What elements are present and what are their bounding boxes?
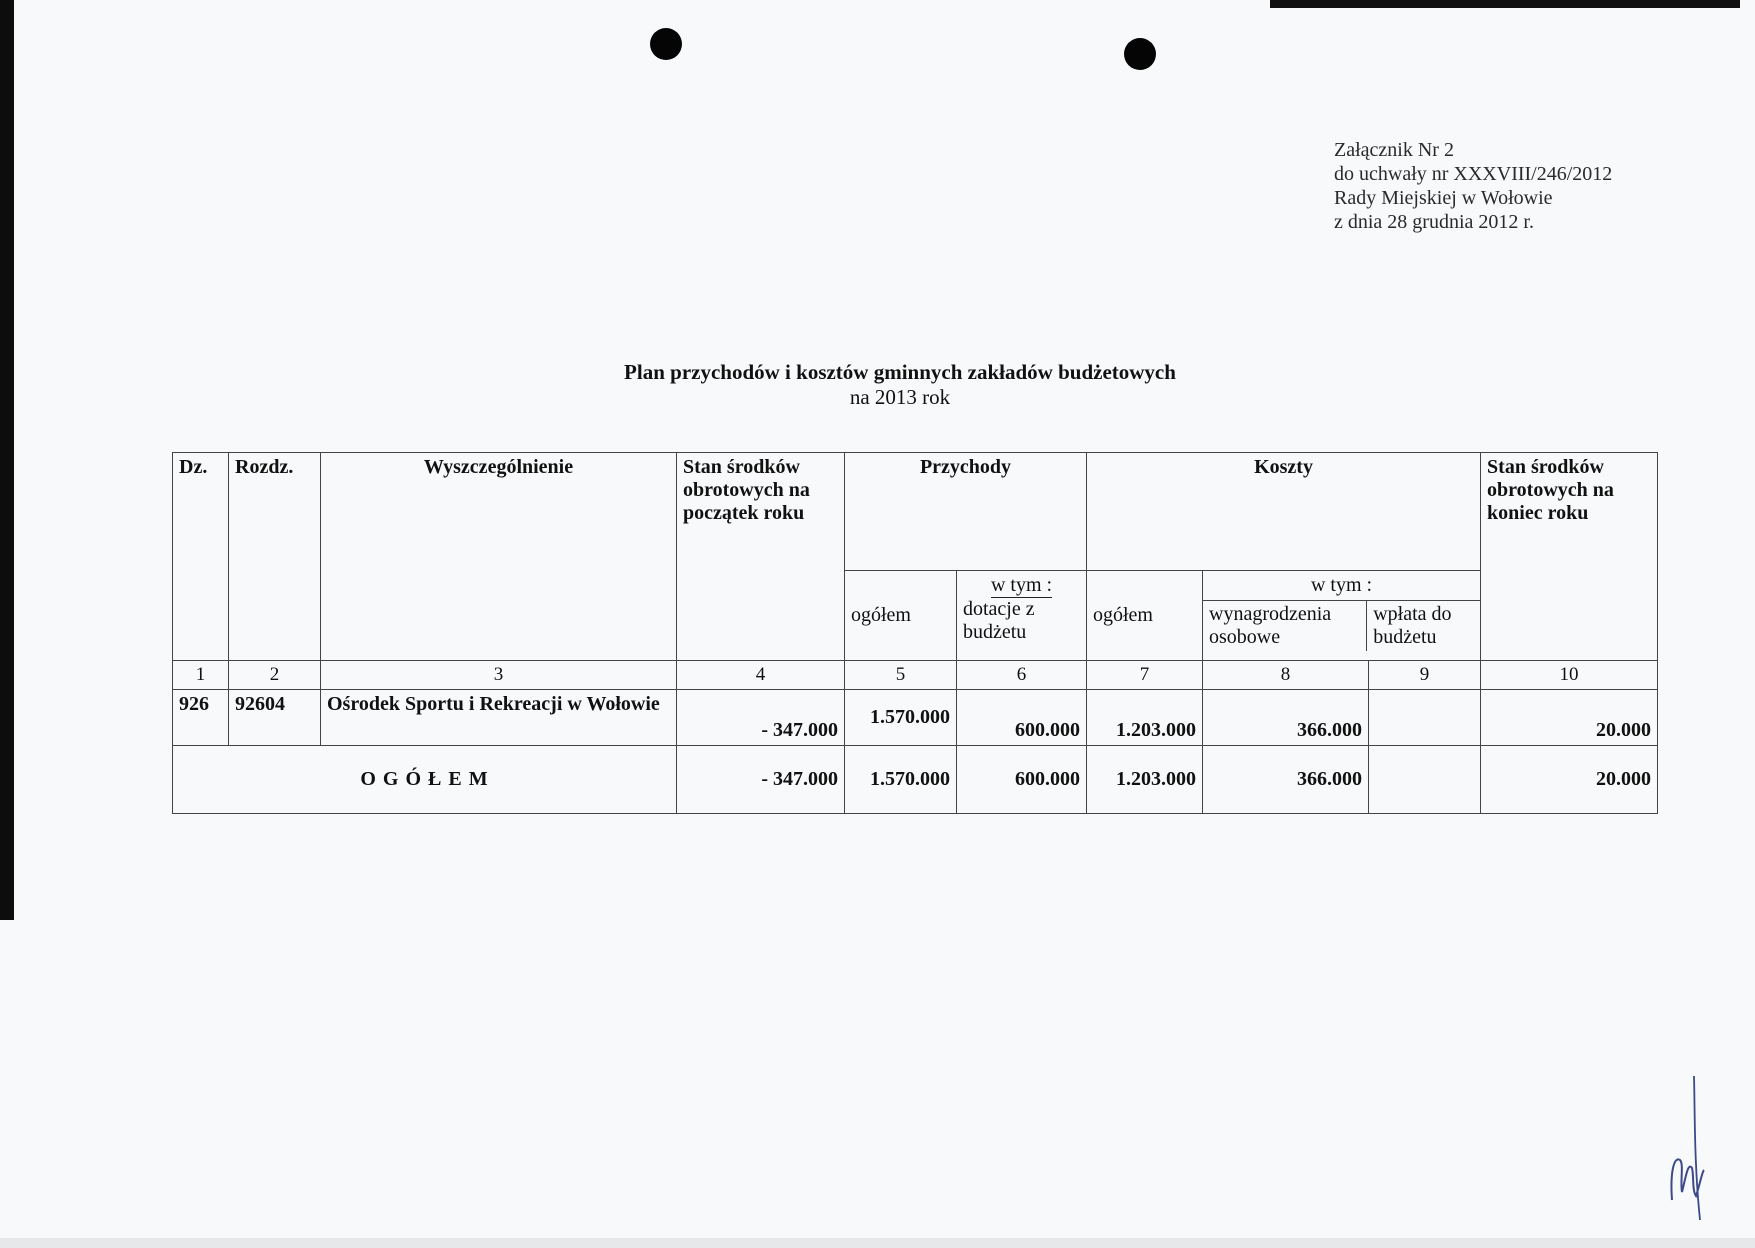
document-title bbox=[520, 360, 1280, 410]
attachment-note bbox=[1334, 138, 1612, 234]
header-dotacje-cell bbox=[957, 571, 1087, 661]
header-wyszczegolnienie: Wyszczególnienie bbox=[321, 453, 677, 661]
header-wplata: wpłata do budżetu bbox=[1373, 603, 1452, 648]
header-stan-poczatek: Stan środków obrotowych na początek roku bbox=[677, 453, 845, 661]
total-row bbox=[173, 746, 1658, 814]
column-number: 1 bbox=[173, 661, 229, 690]
budget-plan-table bbox=[172, 452, 1658, 814]
column-number: 7 bbox=[1087, 661, 1203, 690]
header-stan-koniec: Stan środków obrotowych na koniec roku bbox=[1481, 453, 1658, 661]
scan-edge-bottom bbox=[0, 1238, 1755, 1248]
row-dz: 926 bbox=[173, 690, 229, 746]
punch-hole-left bbox=[650, 28, 682, 60]
scan-edge-top bbox=[1270, 0, 1740, 8]
row-dotacje: 600.000 bbox=[957, 690, 1087, 746]
attachment-resolution: do uchwały nr XXXVIII/246/2012 bbox=[1334, 163, 1613, 185]
attachment-date: z dnia 28 grudnia 2012 r. bbox=[1334, 211, 1534, 233]
column-number: 10 bbox=[1481, 661, 1658, 690]
row-przychody-ogolem: 1.570.000 bbox=[845, 690, 957, 746]
row-stan-koniec: 20.000 bbox=[1481, 690, 1658, 746]
total-stan-koniec: 20.000 bbox=[1481, 746, 1658, 814]
table-row bbox=[173, 690, 1658, 746]
header-przychody-ogolem: ogółem bbox=[845, 571, 957, 661]
row-wynagrodzenia: 366.000 bbox=[1203, 690, 1369, 746]
total-dotacje: 600.000 bbox=[957, 746, 1087, 814]
punch-hole-right bbox=[1124, 38, 1156, 70]
column-number: 8 bbox=[1203, 661, 1369, 690]
column-number: 3 bbox=[321, 661, 677, 690]
row-wplata bbox=[1369, 690, 1481, 746]
column-numbers-row bbox=[173, 661, 1658, 690]
total-przychody-ogolem: 1.570.000 bbox=[845, 746, 957, 814]
header-rozdz: Rozdz. bbox=[229, 453, 321, 661]
column-number: 4 bbox=[677, 661, 845, 690]
row-koszty-ogolem: 1.203.000 bbox=[1087, 690, 1203, 746]
attachment-council: Rady Miejskiej w Wołowie bbox=[1334, 187, 1553, 209]
signature-mark bbox=[1668, 1072, 1712, 1222]
attachment-number: Załącznik Nr 2 bbox=[1334, 139, 1454, 161]
header-wynagrodzenia: wynagrodzenia osobowe bbox=[1203, 601, 1367, 651]
row-stan-poczatek: - 347.000 bbox=[677, 690, 845, 746]
header-dz: Dz. bbox=[173, 453, 229, 661]
header-koszty: Koszty bbox=[1087, 453, 1481, 571]
header-koszty-ogolem: ogółem bbox=[1087, 571, 1203, 661]
total-label: O G Ó Ł E M bbox=[173, 746, 677, 814]
header-przychody: Przychody bbox=[845, 453, 1087, 571]
scan-edge-left bbox=[0, 0, 14, 920]
header-koszty-w-tym: w tym : bbox=[1203, 571, 1480, 601]
row-name: Ośrodek Sportu i Rekreacji w Wołowie bbox=[321, 690, 677, 746]
column-number: 9 bbox=[1369, 661, 1481, 690]
row-rozdz: 92604 bbox=[229, 690, 321, 746]
column-number: 2 bbox=[229, 661, 321, 690]
title-line-1: Plan przychodów i kosztów gminnych zakładów budżetowych bbox=[624, 360, 1176, 384]
header-dotacje: dotacje z budżetu bbox=[963, 598, 1035, 643]
header-przychody-w-tym: w tym : bbox=[990, 574, 1053, 596]
column-number: 5 bbox=[845, 661, 957, 690]
column-number: 6 bbox=[957, 661, 1087, 690]
title-line-2: na 2013 rok bbox=[849, 385, 951, 409]
total-wynagrodzenia: 366.000 bbox=[1203, 746, 1369, 814]
total-koszty-ogolem: 1.203.000 bbox=[1087, 746, 1203, 814]
header-koszty-w-tym-cell bbox=[1203, 571, 1481, 661]
total-stan-poczatek: - 347.000 bbox=[677, 746, 845, 814]
total-wplata bbox=[1369, 746, 1481, 814]
